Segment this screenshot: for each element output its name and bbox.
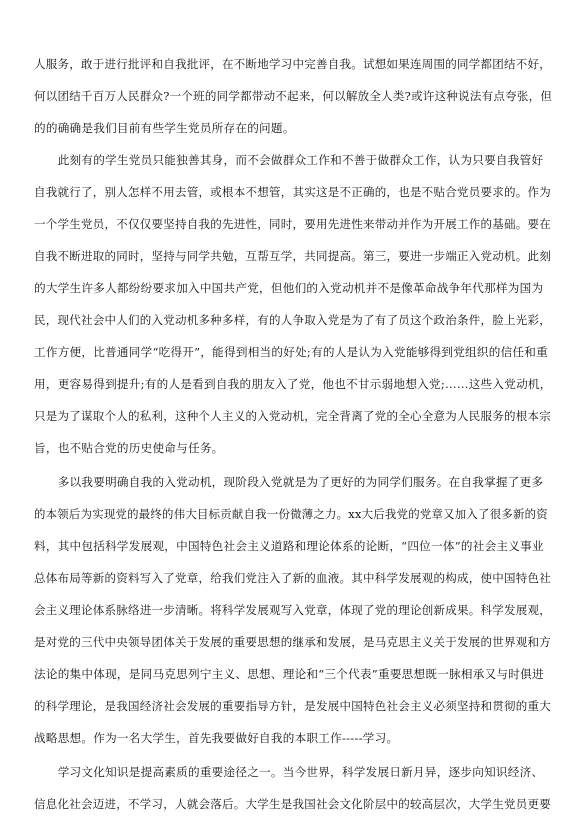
text-line: 工作方便，比普通同学“吃得开”，能得到相当的好处;有的人是认为入党能够得到党组织的信任和重 [34,345,548,359]
text-line: 的本领后为实现党的最终的伟大目标贡献自我一份微薄之力。xx大后我党的党章又加入了很多新的资 [34,507,548,521]
text-line: 的大学生许多人都纷纷要求加入中国共产党，但他们的入党动机并不是像革命战争年代那样为国为 [34,281,544,295]
text-line: 信息化社会迈进，不学习，人就会落后。大学生是我国社会文化阶层中的较高层次，大学生党员更要 [34,797,551,811]
text-line: 只是为了谋取个人的私利，这种个人主义的入党动机，完全背离了党的全心全意为人民服务的根本宗 [34,409,551,423]
text-line: 的科学理论，是我国经济社会发展的重要指导方针，是发展中国特色社会主义必须坚持和贯彻的重大 [34,699,551,713]
text-line: 一个学生党员，不仅仅要坚持自我的先进性，同时，要用先进性来带动并作为开展工作的基础。要在 [34,217,551,231]
text-line: 用，更容易得到提升;有的人是看到自我的朋友入了党，他也不甘示弱地想入党;……这些入党动机， [34,377,552,391]
text-line: 多以我要明确自我的入党动机，现阶段入党就是为了更好的为同学们服务。在自我掌握了更多 [34,475,544,489]
text-line: 总体布局等新的资料写入了党章，给我们党注入了新的血液。其中科学发展观的构成，使中国特色社 [34,571,551,585]
text-line: 旨，也不贴合党的历史使命与任务。 [34,441,224,455]
text-line: 自我就行了，别人怎样不用去管，或根本不想管，其实这是不正确的，也是不贴合党员要求的。作为 [34,185,551,199]
text-line: 何以团结千百万人民群众?一个班的同学都带动不起来，何以解放全人类?或许这种说法有点夸张，但 [34,89,553,103]
text-line: 自我不断进取的同时，坚持与同学共勉，互帮互学，共同提高。第三，要进一步端正入党动机。此刻 [34,249,551,263]
text-line: 此刻有的学生党员只能独善其身，而不会做群众工作和不善于做群众工作，认为只要自我管好 [34,153,544,167]
text-line: 人服务，敢于进行批评和自我批评，在不断地学习中完善自我。试想如果连周围的同学都团结不好， [34,57,551,71]
text-line: 民，现代社会中人们的入党动机多种多样，有的人争取入党是为了有了员这个政治条件，脸上光彩， [34,313,551,327]
text-line: 学习文化知识是提高素质的重要途径之一。当今世界，科学发展日新月异，逐步向知识经济、 [34,765,544,779]
text-line: 是对党的三代中央领导团体关于发展的重要思想的继承和发展，是马克思主义关于发展的世界观和方 [34,635,551,649]
text-line: 料，其中包括科学发展观，中国特色社会主义道路和理论体系的论断，“四位一体”的社会主义事业 [34,539,544,553]
text-line: 的的确确是我们目前有些学生党员所存在的问题。 [34,121,295,135]
text-line: 法论的集中体现，是同马克思列宁主义、思想、理论和“三个代表”重要思想既一脉相承又与时俱进 [34,667,544,681]
text-line: 会主义理论体系脉络进一步清晰。将科学发展观写入党章，体现了党的理论创新成果。科学发展观， [34,603,551,617]
text-line: 战略思想。作为一名大学生，首先我要做好自我的本职工作-----学习。 [34,731,399,745]
